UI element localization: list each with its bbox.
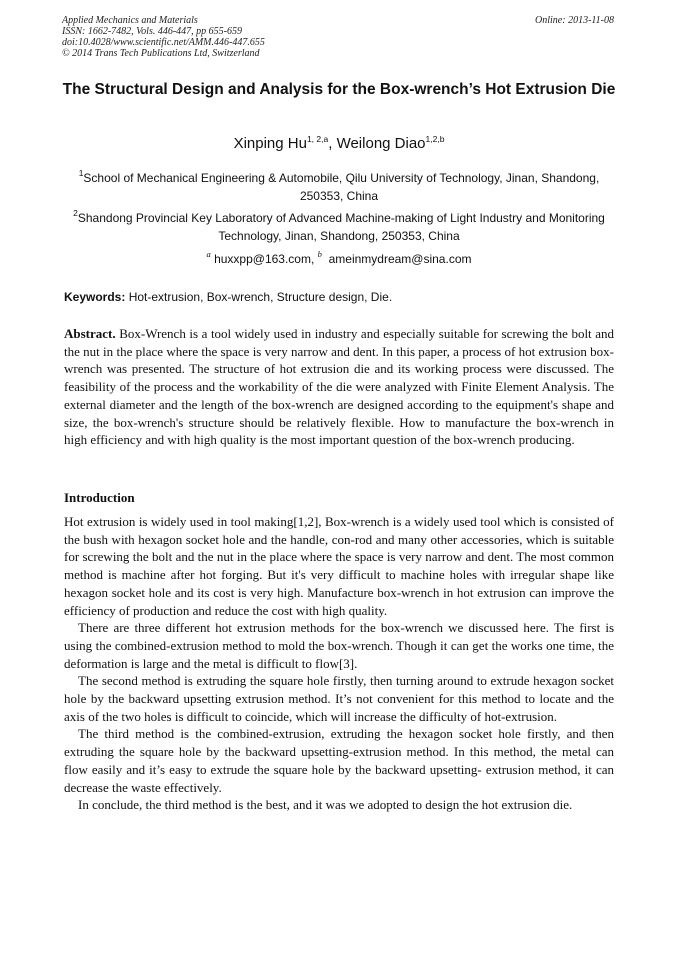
- paper-title: The Structural Design and Analysis for the Box-wrench’s Hot Extrusion Die: [62, 81, 616, 98]
- keywords-label: Keywords:: [64, 290, 126, 304]
- author-name: Weilong Diao: [336, 135, 426, 152]
- email-line: [62, 251, 616, 267]
- email-link[interactable]: ameinmydream@sina.com: [328, 252, 472, 266]
- keywords: [64, 289, 614, 305]
- paragraph: The second method is extruding the square hole firstly, then turning around to extrude hexagon socket hole by the backward upsetting extrusion method. It’s not convenient for this method to locate and the axis of the two holes is difficult to coincide, which will increase the difficulty of hot-extrusion.: [64, 673, 614, 724]
- online-date: Online: 2013-11-08: [535, 15, 614, 26]
- abstract-label: Abstract.: [64, 326, 116, 341]
- journal-header-block: [62, 15, 265, 59]
- email-sup: a: [206, 249, 211, 259]
- affiliation-sup: 1: [78, 168, 84, 178]
- abstract: [64, 325, 614, 449]
- author-line: [62, 134, 616, 154]
- affiliation-sup: 2: [73, 208, 78, 218]
- section-heading-introduction: Introduction: [64, 490, 135, 505]
- affiliation-2: [62, 209, 616, 245]
- journal-name: Applied Mechanics and Materials: [62, 15, 198, 26]
- paragraph: There are three different hot extrusion methods for the box-wrench we discussed here. The first is using the combined-extrusion method to mold the box-wrench. Though it can get the works one time, the deformation is large and the metal is difficult to flow[3].: [64, 620, 614, 671]
- email-sup: b: [317, 249, 322, 259]
- copyright-line: © 2014 Trans Tech Publications Ltd, Switzerland: [62, 48, 260, 59]
- keywords-text: Hot-extrusion, Box-wrench, Structure design, Die.: [128, 290, 393, 304]
- introduction-body: [64, 513, 614, 814]
- abstract-text: Box-Wrench is a tool widely used in industry and especially suitable for screwing the bolt and the nut in the place where the space is very narrow and dent. In this paper, a process of hot extrusion box-wrench was presented. The structure of hot extrusion die and its working process were discussed. The feasibility of the process and the workability of the die were analyzed with Finite Element Analysis. The external diameter and the length of the box-wrench are designed according to the equipment's shape and size, the box-wrench's structure should be relatively flexible. How to manufacture the box-wrench in high efficiency and with high quality is the most important question of the box-wrench producing.: [64, 326, 614, 448]
- affiliation-text: Shandong Provincial Key Laboratory of Advanced Machine-making of Light Industry and Monitoring Technology, Jinan, Shandong, 250353, China: [77, 211, 605, 243]
- paragraph: The third method is the combined-extrusion, extruding the hexagon socket hole firstly, and then extruding the square hole by the backward upsetting-extrusion method. In this method, the metal can flow easily and it’s easy to extrude the square hole by the backward upsetting- extrusion method, it can decrease the waste effectively.: [64, 726, 614, 795]
- author-affiliation-sup: 1,2,b: [425, 134, 445, 144]
- affiliation-1: [62, 169, 616, 205]
- email-link[interactable]: huxxpp@163.com,: [214, 252, 315, 266]
- issn-line: ISSN: 1662-7482, Vols. 446-447, pp 655-659: [62, 26, 242, 37]
- paragraph: In conclude, the third method is the best, and it was we adopted to design the hot extrusion die.: [78, 797, 573, 813]
- doi-line: doi:10.4028/www.scientific.net/AMM.446-447.655: [62, 37, 265, 48]
- affiliation-text: School of Mechanical Engineering & Automobile, Qilu University of Technology, Jinan, Shandong, 250353, China: [83, 171, 600, 203]
- author-affiliation-sup: 1, 2,a: [306, 134, 329, 144]
- paragraph: Hot extrusion is widely used in tool making[1,2], Box-wrench is a widely used tool which is consisted of the bush with hexagon socket hole and the handle, con-rod and many other accessories, which is suitable for screwing the bolt and the nut in the place where the space is very narrow and dent. The most common method is machine after hot forging. But it's very difficult to machine holes with irregular shape like hexagon socket hole and its cost is very high. Manufacture box-wrench in hot extrusion can improve the efficiency of production and reduce the cost with high quality.: [64, 514, 614, 618]
- author-name: Xinping Hu: [233, 135, 307, 152]
- author-separator: ,: [328, 135, 337, 152]
